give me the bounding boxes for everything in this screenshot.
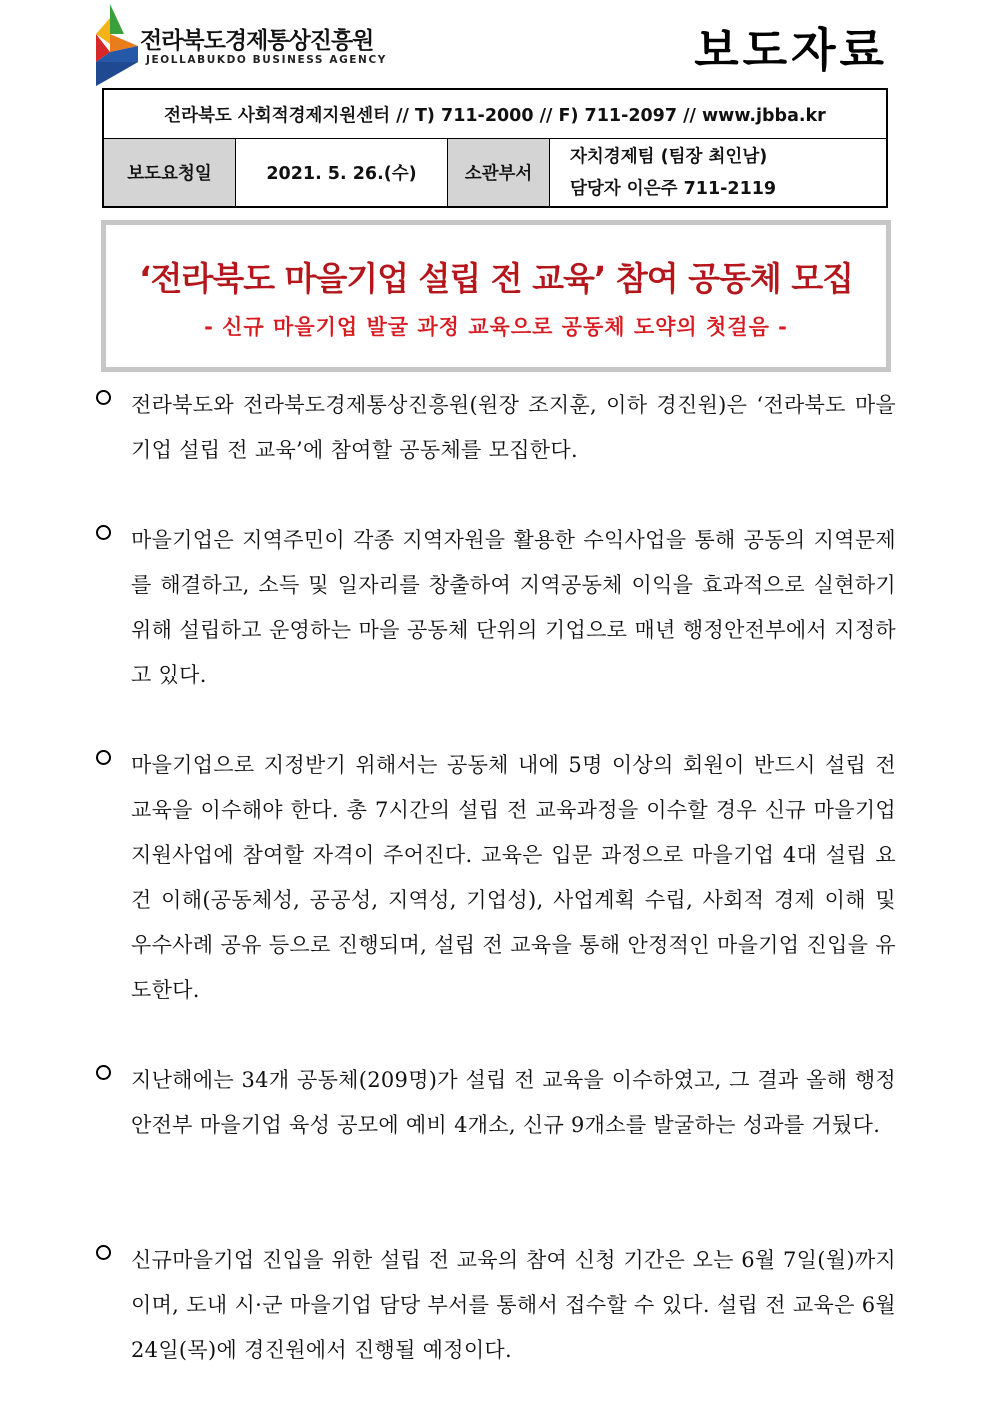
paragraph bbox=[96, 743, 896, 1013]
contact-line: 전라북도 사회적경제지원센터 // T) 711-2000 // F) 711-2097 // www.jbba.kr bbox=[104, 90, 886, 139]
press-info-table bbox=[102, 88, 888, 208]
paragraph-text: 마을기업은 지역주민이 각종 지역자원을 활용한 수익사업을 통해 공동의 지역문제를 해결하고, 소득 및 일자리를 창출하여 지역공동체 이익을 효과적으로 실현하기 위해 설립하고 운영하는 마을 공동체 단위의 기업으로 매년 행정안전부에서 지정하고 있다. bbox=[131, 528, 896, 687]
org-name-english: JEOLLABUKDO BUSINESS AGENCY bbox=[146, 54, 387, 66]
department-contact: 담당자 이은주 711-2119 bbox=[570, 178, 777, 199]
info-row bbox=[104, 139, 886, 206]
paragraph-text: 마을기업으로 지정받기 위해서는 공동체 내에 5명 이상의 회원이 반드시 설립 전 교육을 이수해야 한다. 총 7시간의 설립 전 교육과정을 이수할 경우 신규 마을기업 지원사업에 참여할 자격이 주어진다. 교육은 입문 과정으로 마을기업 4대 설립 요건 이해(공동체성, 공공성, 지역성, 기업성), 사업계획 수립, 사회적 경제 이해 및 우수사례 공유 등으로 진행되며, 설립 전 교육을 통해 안정적인 마을기업 진입을 유도한다. bbox=[131, 753, 896, 1002]
org-name: 전라북도경제통상진흥원 bbox=[140, 28, 374, 54]
paragraph bbox=[96, 383, 896, 473]
circle-bullet-icon bbox=[96, 1245, 111, 1260]
department-value bbox=[550, 139, 886, 206]
document-type-heading: 보도자료 bbox=[694, 23, 888, 77]
paragraph-text: 전라북도와 전라북도경제통상진흥원(원장 조지훈, 이하 경진원)은 ‘전라북도 마을기업 설립 전 교육’에 참여할 공동체를 모집한다. bbox=[131, 393, 896, 462]
subheadline: - 신규 마을기업 발굴 과정 교육으로 공동체 도약의 첫걸음 - bbox=[204, 315, 788, 339]
paragraph bbox=[96, 1238, 896, 1373]
headline: ‘전라북도 마을기업 설립 전 교육’ 참여 공동체 모집 bbox=[138, 259, 854, 298]
department-label: 소관부서 bbox=[448, 139, 550, 206]
circle-bullet-icon bbox=[96, 750, 111, 765]
paragraph-text: 지난해에는 34개 공동체(209명)가 설립 전 교육을 이수하였고, 그 결과 올해 행정안전부 마을기업 육성 공모에 예비 4개소, 신규 9개소를 발굴하는 성과를 거뒀다. bbox=[131, 1068, 896, 1137]
paragraph bbox=[96, 1058, 896, 1148]
agency-logo bbox=[94, 4, 140, 86]
circle-bullet-icon bbox=[96, 525, 111, 540]
headline-box bbox=[101, 220, 891, 372]
department-team: 자치경제팀 (팀장 최인남) bbox=[570, 146, 768, 167]
circle-bullet-icon bbox=[96, 1065, 111, 1080]
circle-bullet-icon bbox=[96, 390, 111, 405]
paragraph bbox=[96, 518, 896, 698]
paragraph-text: 신규마을기업 진입을 위한 설립 전 교육의 참여 신청 기간은 오는 6월 7일(월)까지이며, 도내 시·군 마을기업 담당 부서를 통해서 접수할 수 있다. 설립 전 교육은 6월 24일(목)에 경진원에서 진행될 예정이다. bbox=[131, 1248, 896, 1362]
date-value: 2021. 5. 26.(수) bbox=[236, 139, 448, 206]
date-label: 보도요청일 bbox=[104, 139, 236, 206]
